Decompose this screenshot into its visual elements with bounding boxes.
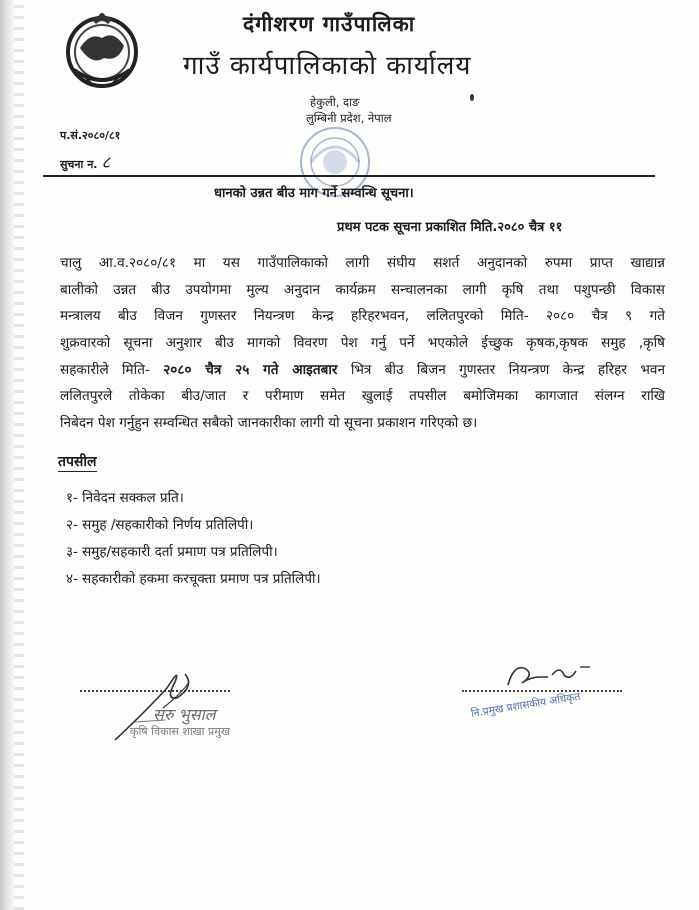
ink-speck <box>470 94 474 101</box>
body-line-3: मन्त्रालय बीउ विजन गुणस्तर नियन्त्रण केन्द्र हरिहरभवन, ललितपुरको मिति- २०८० चैत्र ९ गते <box>60 308 665 324</box>
details-heading: तपसील <box>58 454 97 470</box>
left-signatory-name: सरु भुसाल <box>153 705 216 724</box>
scan-shadow <box>0 0 14 910</box>
body-line-1: चालु आ.व.२०८०/८१ मा यस गाउँपालिकाको लागी संघीय सशर्त अनुदानको रुपमा प्राप्त खाद्यान्न <box>60 255 665 271</box>
left-signatory-role: कृषि विकास शाखा प्रमुख <box>130 725 230 738</box>
right-signatory-stamp: नि.प्रमुख प्रशासकीय अधिकृत <box>470 690 582 720</box>
first-publication-date: प्रथम पटक सूचना प्रकाशित मिति.२०८० चैत्र ११ <box>337 220 563 235</box>
scan-noise <box>14 0 24 910</box>
details-item-4: ४- सहकारीको हकमा करचूक्ता प्रमाण पत्र प्रतिलिपी। <box>66 571 321 587</box>
body-line-5 <box>60 357 665 384</box>
address-line-1: हेकुली, दाङ <box>310 95 360 109</box>
office-name: गाउँ कार्यपालिकाको कार्यालय <box>183 51 472 81</box>
body-line-5-end: भित्र बीउ बिजन गुणस्तर नियन्त्रण केन्द्र हरिहर भवन <box>350 362 665 378</box>
body-line-4: शुक्रवारको सूचना अनुशार बीउ मागको विवरण पेश गर्नु पर्ने भएकोले ईच्छुक कृषक,कृषक समुह ,कृषि <box>60 335 665 351</box>
municipality-name: दंगीशरण गाउँपालिका <box>243 12 416 36</box>
address-line-2: लुम्बिनी प्रदेश, नेपाल <box>306 111 392 125</box>
notice-number-row <box>60 150 110 173</box>
body-line-6: ललितपुरले तोकेका बीउ/जात र परीमाण समेत खुलाई तपसील बमोजिमका कागजात संलग्न राखि <box>60 388 665 404</box>
notice-number-value: ८ <box>101 153 111 173</box>
nepal-emblem-icon <box>62 8 142 94</box>
details-item-1: १- निवेदन सक्कल प्रति। <box>66 490 184 506</box>
notice-number-label: सुचना न. <box>60 158 98 171</box>
reference-number: प.सं.२०८०/८१ <box>60 129 121 142</box>
body-line-2: बालीको उन्नत बीउ उपयोगमा मुल्य अनुदान कार्यक्रम सन्चालनका लागी कृषि तथा पशुपन्छी विकास <box>60 282 665 298</box>
body-line-7: निबेदन पेश गर्नुहुन सम्वन्धित सबैको जानकारीका लागी यो सूचना प्रकाशन गरिएको छ। <box>60 415 478 431</box>
details-item-3: ३- समुह/सहकारी दर्ता प्रमाण पत्र प्रतिलिपी। <box>66 544 278 560</box>
header-divider <box>43 175 655 177</box>
details-item-2: २- समुह /सहकारीको निर्णय प्रतिलिपी। <box>66 517 254 533</box>
notice-subject: धानको उन्नत बीउ माग गर्ने सम्वन्धि सूचना। <box>214 186 414 201</box>
body-line-5-start: सहकारीले मिति- <box>60 362 150 378</box>
deadline-date: २०८० चैत्र २५ गते आइतबार <box>163 362 338 378</box>
right-handwritten-signature <box>500 655 610 695</box>
